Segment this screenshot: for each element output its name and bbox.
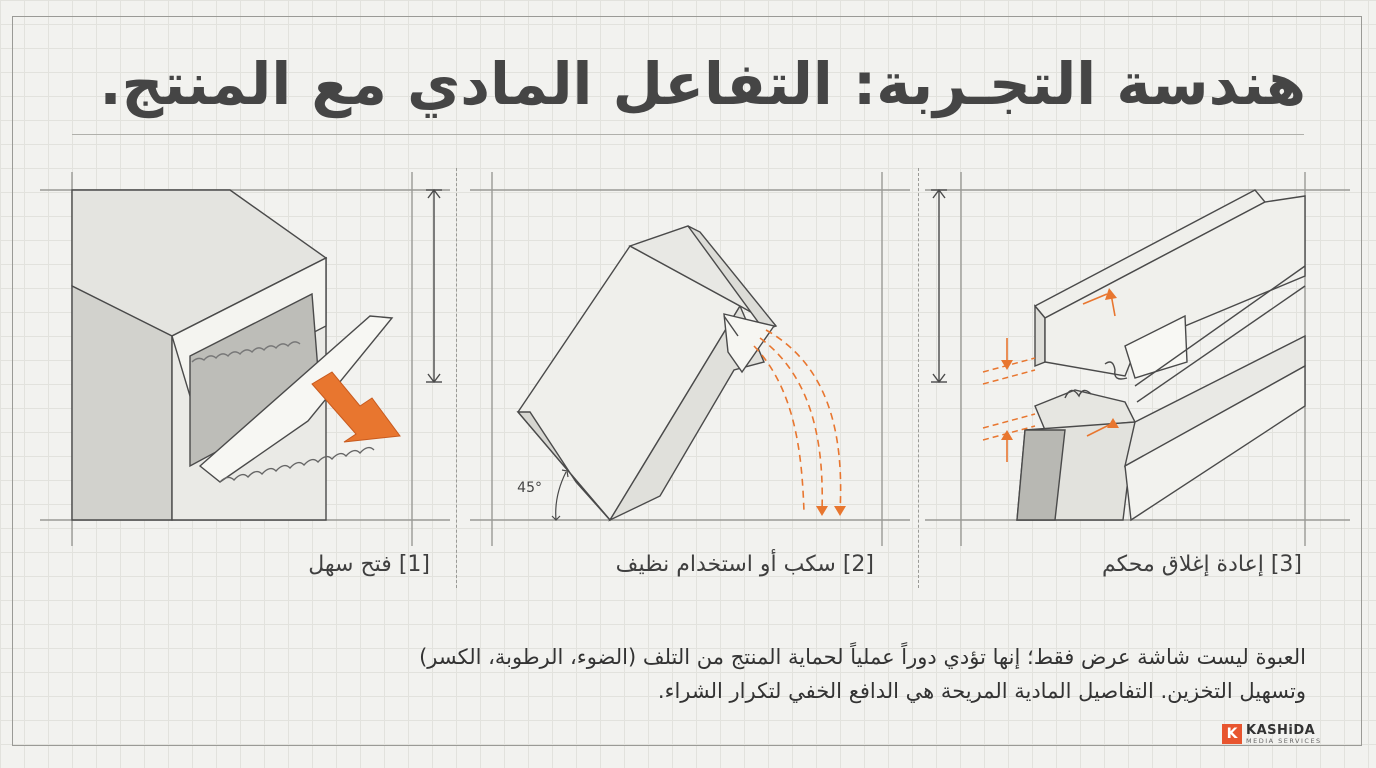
angle-label: 45° bbox=[517, 480, 542, 496]
panel-divider bbox=[456, 168, 457, 588]
panel-label-clean-pour: [2] سكب أو استخدام نظيف bbox=[615, 552, 874, 577]
logo-name: KASHiDA bbox=[1246, 722, 1316, 738]
body-line: العبوة ليست شاشة عرض فقط؛ إنها تؤدي دوراً عملياً لحماية المنتج من التلف (الضوء، الرطوبة، الكسر) bbox=[419, 645, 1306, 669]
panel-clean-pour bbox=[470, 166, 910, 546]
pour-spout-carton-icon bbox=[470, 166, 910, 546]
zipper-reseal-icon bbox=[925, 166, 1350, 546]
body-line: وتسهيل التخزين. التفاصيل المادية المريحة هي الدافع الخفي لتكرار الشراء. bbox=[657, 679, 1306, 703]
panel-tight-reseal bbox=[925, 166, 1350, 546]
panel-label-tight-reseal: [3] إعادة إغلاق محكم bbox=[1101, 552, 1302, 577]
title-underline bbox=[72, 134, 1304, 135]
panel-label-easy-open: [1] فتح سهل bbox=[308, 552, 430, 577]
body-paragraph bbox=[116, 640, 1306, 708]
logo-mark-icon: K bbox=[1222, 724, 1242, 744]
brand-logo bbox=[1222, 723, 1322, 745]
page-title: هندسة التجـربة: التفاعل المادي مع المنتج. bbox=[99, 50, 1306, 118]
panel-easy-open bbox=[40, 166, 450, 546]
tear-open-box-icon bbox=[40, 166, 450, 546]
panel-divider bbox=[918, 168, 919, 588]
logo-tagline: MEDIA SERVICES bbox=[1246, 736, 1322, 745]
